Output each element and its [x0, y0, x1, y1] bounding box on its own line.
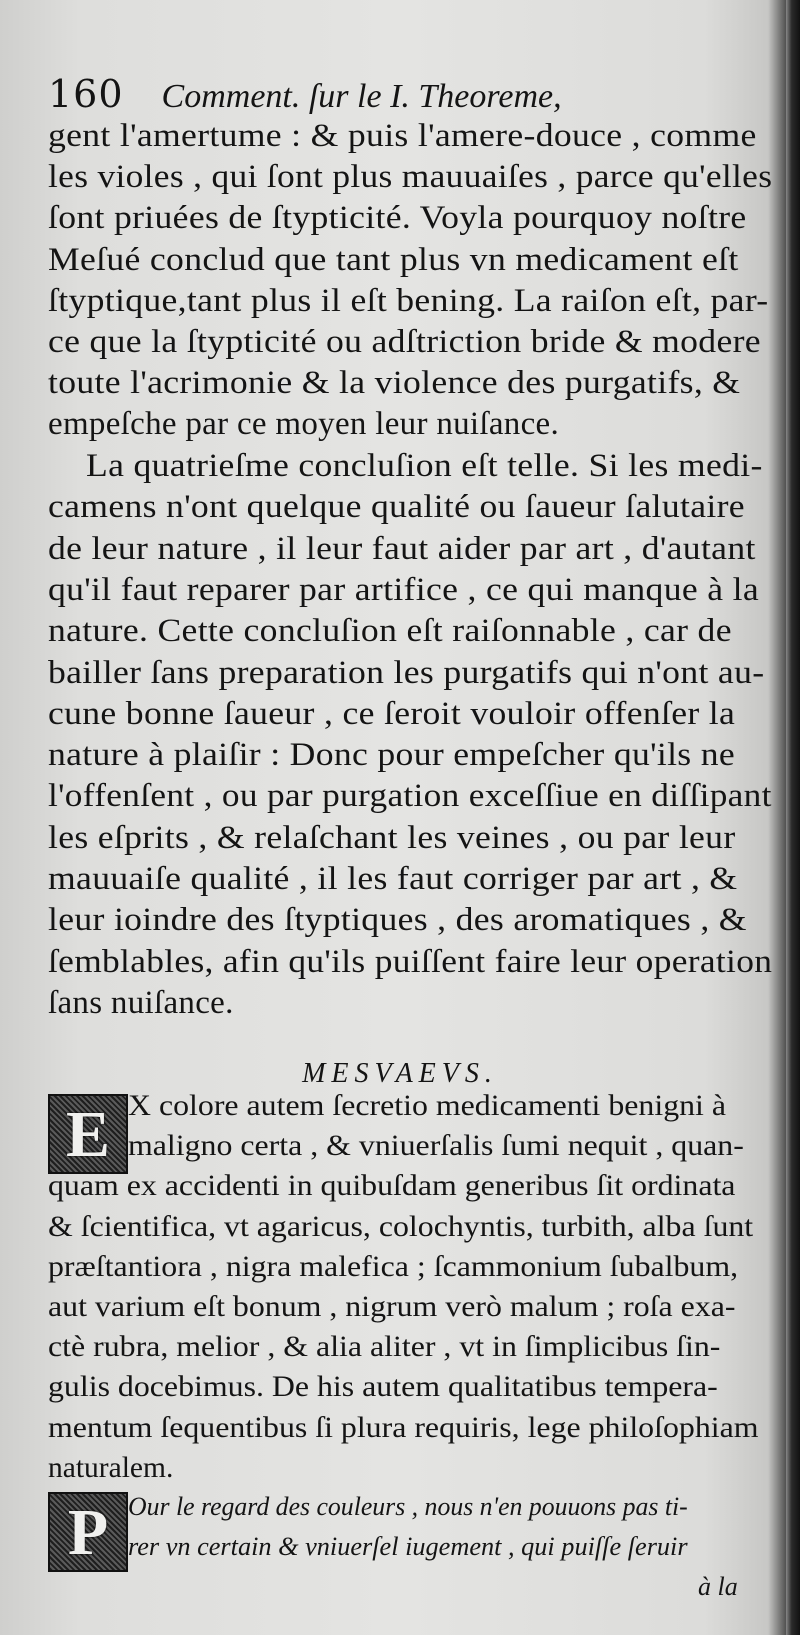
decorated-initial-e [48, 1094, 128, 1174]
text-line: leur ioindre des ſtyptiques , des aromatiques , & [48, 902, 747, 939]
text-line: maligno certa , & vniuerſalis ſumi nequit , quan- [128, 1130, 744, 1163]
dropcap-letter: P [67, 1496, 109, 1569]
text-line: ctè rubra, melior , & alia aliter , vt in ſimplicibus ſin- [48, 1331, 721, 1364]
page-number: 160 [48, 72, 124, 116]
text-line: mentum ſequentibus ſi plura requiris, lege philoſophiam [48, 1411, 759, 1444]
text-line: aut varium eſt bonum , nigrum verò malum ; roſa exa- [48, 1291, 736, 1323]
text-line: naturalem. [48, 1451, 174, 1484]
text-line: les eſprits , & relaſchant les veines , ou par leur [48, 819, 736, 856]
text-line: gulis docebimus. De his autem qualitatibus tempera- [48, 1371, 718, 1404]
text-line: & ſcientifica, vt agaricus, colochyntis, turbith, alba ſunt [48, 1210, 754, 1243]
text-line: ſtyptique,tant plus il eſt bening. La raiſon eſt, par- [48, 282, 769, 319]
text-line: nature. Cette concluſion eſt raiſonnable , car de [48, 613, 732, 650]
running-head: Comment. ſur le I. Theoreme, [161, 78, 562, 115]
text-line: empeſche par ce moyen leur nuiſance. [48, 406, 560, 443]
text-line: quam ex accidenti in quibuſdam generibus ſit ordinata [48, 1170, 736, 1203]
decorated-initial-p [48, 1492, 128, 1572]
text-line: La quatrieſme concluſion eſt telle. Si les medi- [86, 448, 763, 484]
text-line: Our le regard des couleurs , nous n'en pouuons pas ti- [128, 1492, 688, 1521]
text-line: l'offenſent , ou par purgation exceſſiue en diſſipant [48, 778, 772, 815]
text-line: rer vn certain & vniuerſel iugement , qui puiſſe ſeruir [128, 1532, 688, 1561]
text-line: camens n'ont quelque qualité ou ſaueur ſalutaire [48, 489, 745, 526]
text-line: à la [698, 1572, 738, 1601]
dropcap-letter: E [65, 1098, 111, 1171]
text-line: ce que la ſtypticité ou adſtriction bride & modere [48, 324, 761, 360]
text-line: ſans nuiſance. [48, 984, 234, 1021]
text-line: mauuaiſe qualité , il les faut corriger par art , & [48, 861, 738, 897]
text-line: de leur nature , il leur faut aider par art , d'autant [48, 530, 756, 567]
text-line: qu'il faut reparer par artifice , ce qui manque à la [48, 571, 759, 608]
text-line: X colore autem ſecretio medicamenti benigni à [128, 1090, 727, 1122]
text-line: les violes , qui ſont plus mauuaiſes , parce qu'elles [48, 159, 773, 196]
text-line: præſtantiora , nigra malefica ; ſcammonium ſubalbum, [48, 1250, 739, 1283]
latin-section-heading: MESVAEVS. [302, 1058, 498, 1089]
text-line: ſont priuées de ſtypticité. Voyla pourquoy noſtre [48, 200, 747, 237]
page-header [48, 72, 758, 122]
text-line: toute l'acrimonie & la violence des purgatifs, & [48, 365, 741, 402]
text-line: bailler ſans preparation les purgatifs qui n'ont au- [48, 654, 765, 691]
text-line: cune bonne ſaueur , ce ſeroit vouloir offenſer la [48, 695, 736, 732]
text-line: gent l'amertume : & puis l'amere-douce , comme [48, 118, 757, 154]
page-edge-shadow [786, 0, 800, 1635]
text-line: nature à plaiſir : Donc pour empeſcher qu'ils ne [48, 737, 736, 774]
text-line: Meſué conclud que tant plus vn medicament eſt [48, 241, 739, 278]
text-line: ſemblables, afin qu'ils puiſſent faire leur operation [48, 943, 773, 980]
